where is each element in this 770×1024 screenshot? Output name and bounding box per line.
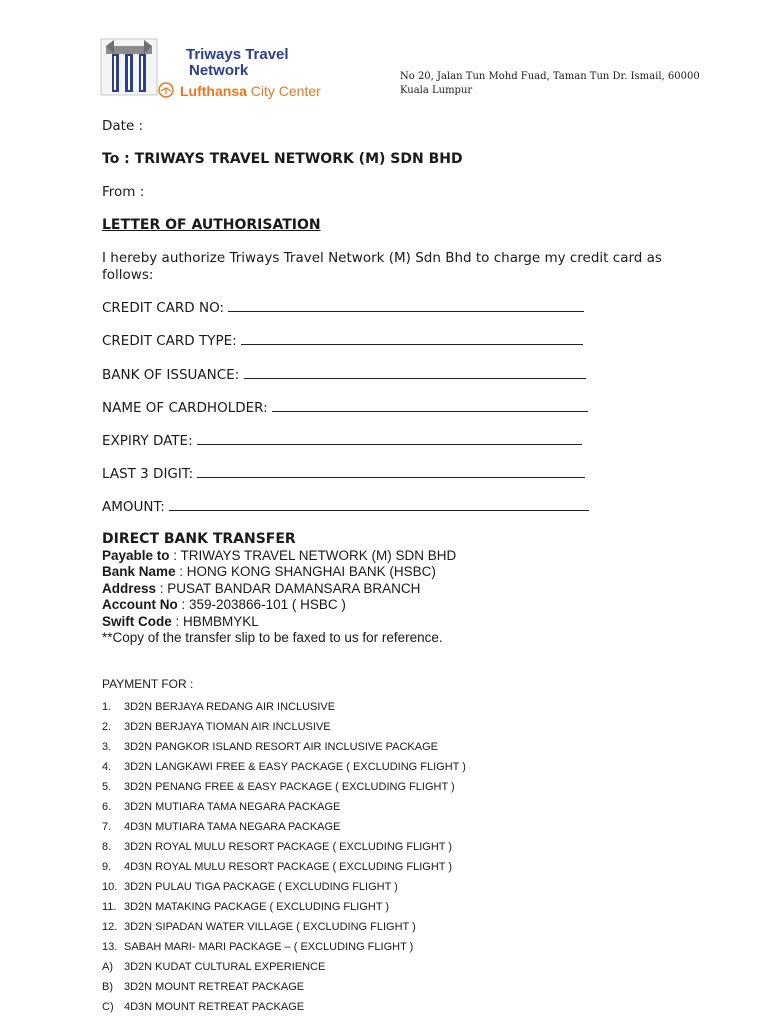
bank-swift-label: Swift Code [102, 614, 172, 629]
item-number: 9. [102, 861, 112, 873]
field-label: NAME OF CARDHOLDER: [102, 400, 272, 416]
blank-line[interactable] [169, 498, 589, 511]
list-item [102, 721, 331, 733]
payment-title: PAYMENT FOR : [102, 677, 194, 691]
list-item [102, 741, 438, 753]
list-item [102, 761, 466, 773]
bank-transfer-title: DIRECT BANK TRANSFER [102, 531, 296, 547]
list-item [102, 1001, 304, 1013]
letter-title: LETTER OF AUTHORISATION [102, 217, 321, 233]
bank-name-value: : HONG KONG SHANGHAI BANK (HSBC) [175, 564, 436, 579]
item-number: 4. [102, 761, 112, 773]
item-text: 3D2N BERJAYA TIOMAN AIR INCLUSIVE [124, 721, 331, 733]
item-number: 10. [102, 881, 118, 893]
item-text: 3D2N MOUNT RETREAT PACKAGE [124, 981, 305, 993]
item-number: 6. [102, 801, 112, 813]
item-text: 3D2N MUTIARA TAMA NEGARA PACKAGE [124, 801, 341, 813]
list-item [102, 921, 416, 933]
field-label: CREDIT CARD NO: [102, 300, 229, 316]
to-line: To : TRIWAYS TRAVEL NETWORK (M) SDN BHD [102, 151, 463, 167]
field-label: BANK OF ISSUANCE: [102, 367, 244, 383]
bank-account-row [102, 597, 346, 614]
item-text: 4D3N ROYAL MULU RESORT PACKAGE ( EXCLUDING FLIGHT ) [124, 861, 453, 873]
bank-payable-value: : TRIWAYS TRAVEL NETWORK (M) SDN BHD [169, 548, 457, 563]
field-credit-card-no [102, 299, 584, 316]
field-label: EXPIRY DATE: [102, 433, 197, 449]
item-text: 3D2N PULAU TIGA PACKAGE ( EXCLUDING FLIGHT ) [124, 881, 398, 893]
item-number: 3. [102, 741, 112, 753]
bank-name-label: Bank Name [102, 564, 176, 579]
field-credit-card-type [102, 332, 583, 349]
field-amount [102, 498, 589, 515]
bank-payable-label: Payable to [102, 548, 170, 563]
field-label: CREDIT CARD TYPE: [102, 333, 241, 349]
list-item [102, 901, 389, 913]
partner-suffix: City Center [246, 83, 321, 99]
bank-address-value: : PUSAT BANDAR DAMANSARA BRANCH [156, 581, 421, 596]
blank-line[interactable] [272, 399, 588, 412]
item-number: 7. [102, 821, 112, 833]
from-label: From : [102, 184, 145, 200]
brand-line-1: Triways Travel [186, 46, 289, 63]
blank-line[interactable] [241, 332, 583, 345]
blank-line[interactable] [228, 299, 584, 312]
bank-account-value: : 359-203866-101 ( HSBC ) [177, 597, 346, 612]
field-bank-of-issuance [102, 366, 586, 383]
item-number: 13. [102, 941, 118, 953]
field-label: LAST 3 DIGIT: [102, 466, 198, 482]
field-last-3-digit [102, 465, 585, 482]
bank-swift-row [102, 614, 259, 631]
item-text: 3D2N KUDAT CULTURAL EXPERIENCE [124, 961, 326, 973]
item-text: 3D2N ROYAL MULU RESORT PACKAGE ( EXCLUDING FLIGHT ) [124, 841, 453, 853]
list-item [102, 861, 452, 873]
item-text: SABAH MARI- MARI PACKAGE – ( EXCLUDING FLIGHT ) [124, 941, 414, 953]
field-expiry-date [102, 432, 582, 449]
item-text: 3D2N MATAKING PACKAGE ( EXCLUDING FLIGHT ) [124, 901, 390, 913]
list-item [102, 841, 452, 853]
lufthansa-crane-icon [158, 82, 174, 98]
item-number: 2. [102, 721, 112, 733]
date-label: Date : [102, 118, 144, 134]
item-number: 11. [102, 901, 117, 913]
blank-line[interactable] [197, 432, 582, 445]
item-text: 3D2N PENANG FREE & EASY PACKAGE ( EXCLUDING FLIGHT ) [124, 781, 455, 793]
list-item [102, 781, 455, 793]
item-text: 3D2N BERJAYA REDANG AIR INCLUSIVE [124, 701, 336, 713]
bank-name-row [102, 564, 436, 581]
item-number: 12. [102, 921, 118, 933]
item-text: 3D2N PANGKOR ISLAND RESORT AIR INCLUSIVE PACKAGE [124, 741, 438, 753]
triways-logo [100, 38, 158, 96]
list-item [102, 941, 413, 953]
brand-line-2: Network [189, 62, 249, 79]
bank-account-label: Account No [102, 597, 178, 612]
item-text: 3D2N SIPADAN WATER VILLAGE ( EXCLUDING FLIGHT ) [124, 921, 416, 933]
partner-name [180, 83, 321, 99]
list-item [102, 701, 335, 713]
item-text: 4D3N MUTIARA TAMA NEGARA PACKAGE [124, 821, 341, 833]
partner-name-text: Lufthansa [180, 83, 247, 99]
item-number: C) [102, 1001, 114, 1013]
list-item [102, 821, 340, 833]
item-number: 5. [102, 781, 112, 793]
intro-paragraph: I hereby authorize Triways Travel Network (M) Sdn Bhd to charge my credit card as follows: [102, 250, 662, 283]
item-text: 4D3N MOUNT RETREAT PACKAGE [124, 1001, 305, 1013]
bank-address-row [102, 581, 420, 598]
list-item [102, 881, 398, 893]
item-text: 3D2N LANGKAWI FREE & EASY PACKAGE ( EXCLUDING FLIGHT ) [124, 761, 466, 773]
list-item [102, 981, 304, 993]
item-number: 8. [102, 841, 112, 853]
blank-line[interactable] [197, 465, 585, 478]
bank-payable-row [102, 548, 456, 565]
blank-line[interactable] [244, 366, 586, 379]
item-number: B) [102, 981, 113, 993]
bank-swift-value: : HBMBMYKL [171, 614, 259, 629]
item-number: 1. [102, 701, 112, 713]
field-label: AMOUNT: [102, 499, 170, 515]
bank-address-label: Address [102, 581, 157, 596]
field-name-of-cardholder [102, 399, 588, 416]
list-item [102, 801, 340, 813]
company-address: No 20, Jalan Tun Mohd Fuad, Taman Tun Dr. Ismail, 60000 Kuala Lumpur [400, 71, 700, 96]
item-number: A) [102, 961, 113, 973]
list-item [102, 961, 325, 973]
bank-note: **Copy of the transfer slip to be faxed to us for reference. [102, 630, 443, 645]
